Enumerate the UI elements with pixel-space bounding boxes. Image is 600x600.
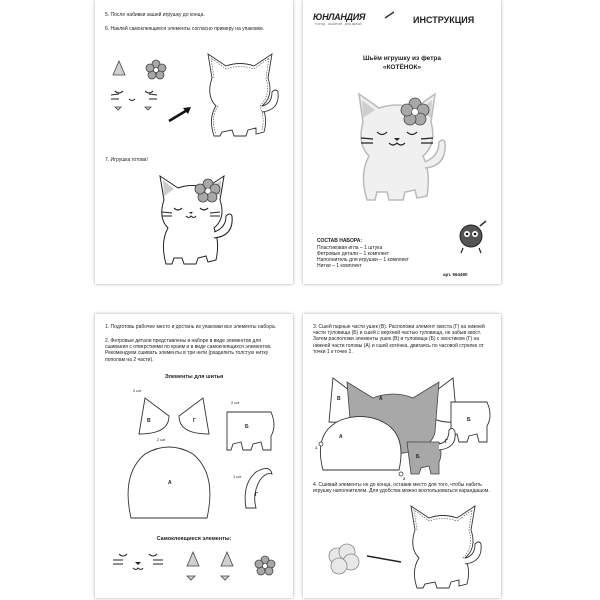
stitched-cat-outline — [403, 500, 488, 598]
adhesive-elements-illustration — [109, 546, 284, 591]
stitch-point-1: 1 — [315, 445, 318, 450]
piece-label-v: В — [337, 396, 341, 402]
face-pieces-icon — [111, 91, 157, 101]
piece-label-b: Б — [467, 417, 471, 423]
pencil-icon — [383, 10, 397, 20]
arrow-icon — [165, 105, 195, 125]
kit-item: Фетровые детали – 1 комплект — [317, 251, 390, 257]
quantity-label: 2 шт — [133, 388, 142, 393]
kit-title: СОСТАВ НАБОРА: — [317, 238, 363, 244]
stitch-point-2: 2 — [403, 476, 406, 481]
finished-cat-illustration — [150, 170, 245, 275]
title-line-2: «КОТЁНОК» — [382, 64, 422, 71]
brand-tagline: ГОРОД · ЗАНЯТИЙ · ДЛЯ ДЕТЕЙ — [315, 22, 362, 26]
piece-label-g: Г — [193, 418, 196, 424]
title-line-1: Шьём игрушку из фетра — [363, 55, 441, 62]
flower-icon — [146, 60, 166, 79]
step-4-text: 4. Сшивай элементы не до конца, оставив место для того, чтобы набить игрушку наполнителем. Для удобства можно воспользоваться карандашом. — [313, 482, 490, 495]
step-5-text: 5. После набивки зашей игрушку до конца. — [105, 12, 205, 18]
piece-label-v: В — [147, 418, 151, 424]
instruction-cover-page — [303, 0, 501, 284]
adhesive-elements-title: Самоклеящиеся элементы: — [156, 536, 232, 542]
flower-icon — [255, 556, 275, 575]
piece-label-a: А — [379, 396, 383, 402]
article-number: арт. 664490 — [443, 272, 468, 277]
body-piece-illustration — [223, 406, 278, 456]
stitched-cat-outline — [200, 48, 285, 148]
ear-pieces-illustration — [135, 394, 215, 439]
kit-item: Пластиковая игла – 1 штука — [317, 245, 383, 251]
ear-piece-icon — [221, 552, 233, 566]
instruction-page-bottom-right — [303, 314, 501, 598]
ear-piece-icon — [187, 552, 199, 566]
kit-item: Нитки – 1 комплект — [317, 263, 362, 269]
ear-piece-icon — [113, 61, 125, 75]
piece-label-g: Г — [445, 439, 448, 445]
brand-logo: ЮНЛАНДИЯ — [313, 12, 366, 22]
quantity-label: 2 шт — [231, 400, 240, 405]
quantity-label: 2 шт — [157, 437, 166, 442]
step-7-text: 7. Игрушка готова! — [105, 157, 148, 163]
pencil-icon — [365, 546, 405, 566]
instruction-page-top-left — [95, 0, 293, 284]
header-title: ИНСТРУКЦИЯ — [413, 15, 475, 25]
face-pieces-icon — [113, 554, 163, 570]
step-2-text: 2. Фетровые детали представлены в наборе в виде элементов для сшивания с отверстиями по краям и в виде самоклеящихся элементов. Рекомендуем сшивать элементы в три нити (разделить толстую нитку пополам на 2 части). — [105, 338, 272, 363]
kit-item: Наполнитель для игрушки – 1 комплект — [317, 257, 409, 263]
instruction-page-bottom-left — [95, 314, 293, 598]
step-1-text: 1. Подготовь рабочее место и достань из упаковки все элементы набора. — [105, 324, 277, 330]
sewing-elements-title: Элементы для шитья — [164, 374, 224, 380]
stuffing-illustration — [325, 540, 365, 580]
piece-label-b: Б — [245, 424, 249, 430]
mascot-icon — [453, 218, 489, 254]
quantity-label: 1 шт — [233, 474, 242, 479]
step-6-text: 6. Наклей самоклеящиеся элементы согласно примеру на упаковке. — [105, 26, 265, 32]
piece-label-g: Г — [255, 492, 258, 498]
piece-label-a: А — [339, 434, 343, 440]
step-3-text: 3. Сшей парные части ушек (В). Расположи элемент хвоста (Г) на нижней части туловища (Б) и сшей с верхней частью туловища, не забыв хвост. Затем расположи элементы ушек (В) и туловища (Б) с хвостиком (Г) на нижней части головы (А) и сшей котёнка, двигаясь по часовой стрелке от точки 1 к точке 2. — [313, 324, 485, 355]
piece-label-a: А — [168, 480, 172, 486]
piece-label-b: Б — [416, 454, 420, 460]
tail-piece-illustration — [240, 464, 280, 514]
cover-cat-illustration — [347, 88, 457, 213]
